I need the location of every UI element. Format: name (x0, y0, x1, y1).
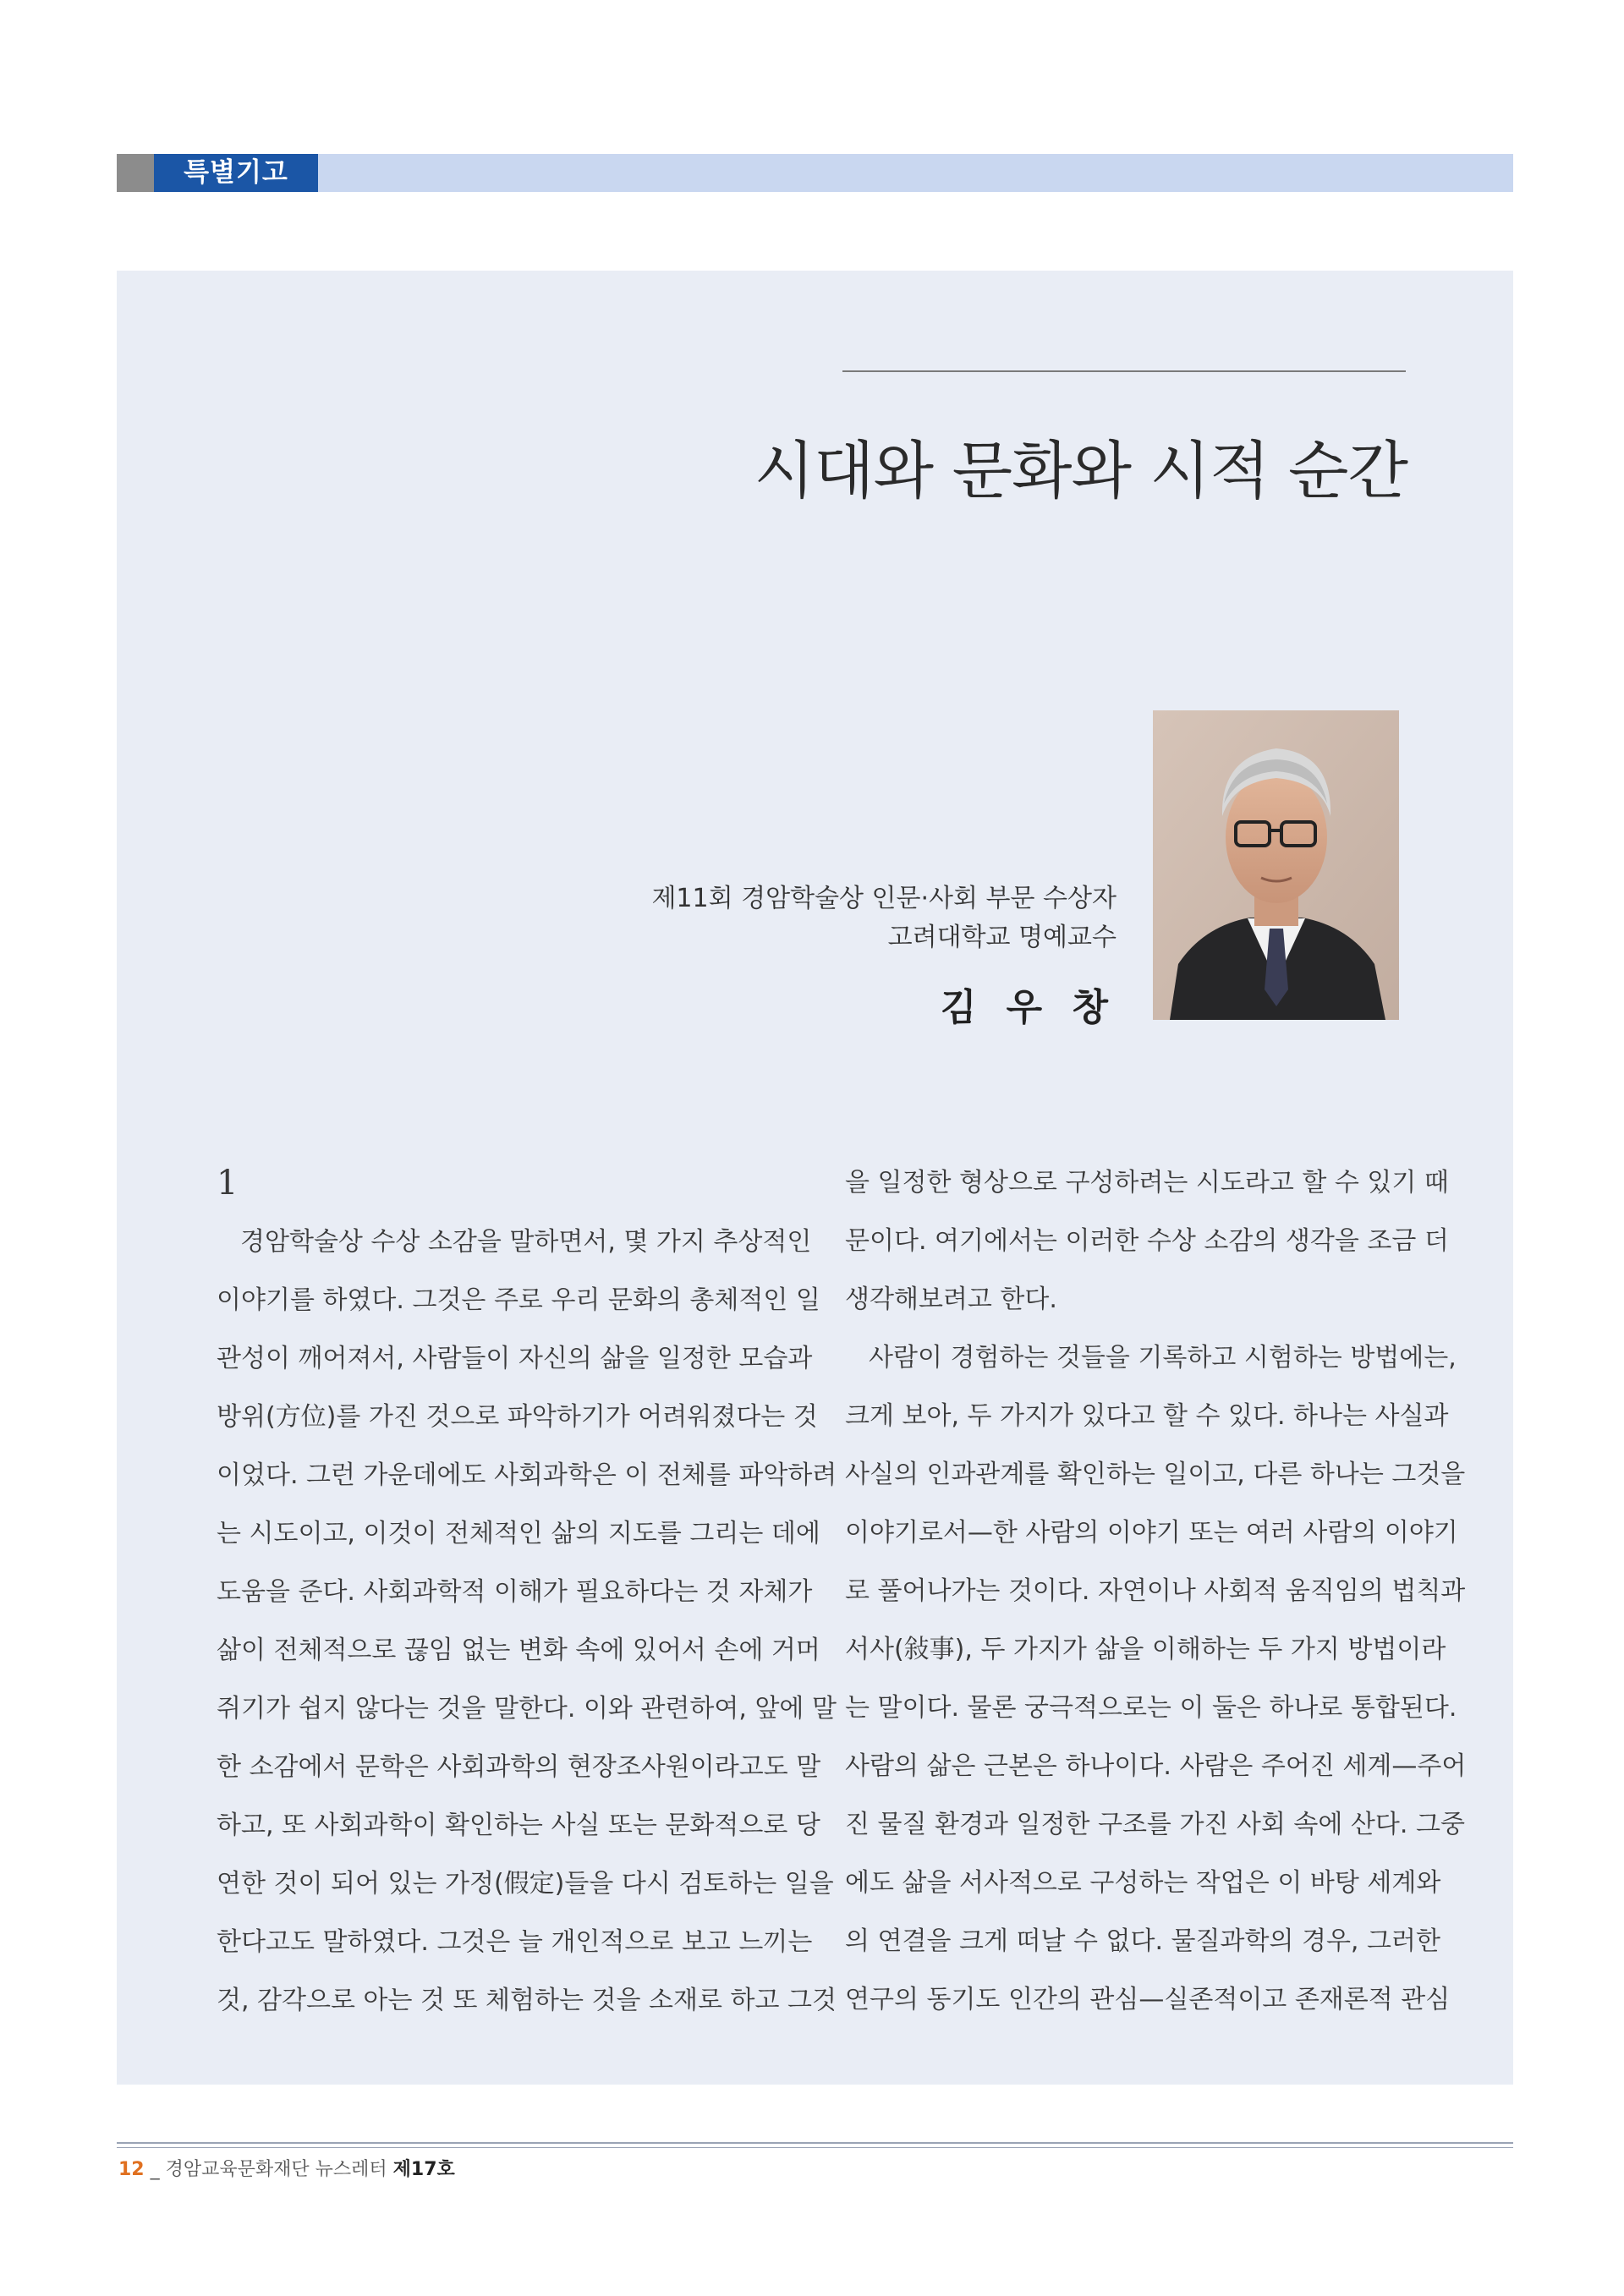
publication-name: 경암교육문화재단 뉴스레터 (165, 2159, 387, 2180)
text-line: 크게 보아, 두 가지가 있다고 할 수 있다. 하나는 사실과 (845, 1401, 1449, 1431)
author-info (651, 879, 1116, 957)
text-line: 을 일정한 형상으로 구성하려는 시도라고 할 수 있기 때 (845, 1168, 1449, 1197)
author-portrait (1153, 710, 1399, 1020)
text-line: 이었다. 그런 가운데에도 사회과학은 이 전체를 파악하려 (217, 1460, 837, 1490)
text-line: 한 소감에서 문학은 사회과학의 현장조사원이라고도 말 (217, 1752, 821, 1782)
text-line: 서사(敍事), 두 가지가 삶을 이해하는 두 가지 방법이라 (845, 1635, 1446, 1664)
text-line: 경암학술상 수상 소감을 말하면서, 몇 가지 추상적인 (240, 1227, 812, 1257)
author-award: 제11회 경암학술상 인문·사회 부문 수상자 (651, 884, 1116, 913)
text-line: 는 시도이고, 이것이 전체적인 삶의 지도를 그리는 데에 (217, 1519, 820, 1548)
footer-rule (117, 2142, 1513, 2144)
footer-rule (117, 2147, 1513, 2148)
text-line: 연구의 동기도 인간의 관심—실존적이고 존재론적 관심 (845, 1985, 1451, 2014)
section-header-marker (117, 154, 154, 192)
text-line: 에도 삶을 서사적으로 구성하는 작업은 이 바탕 세계와 (845, 1868, 1441, 1898)
text-line: 문이다. 여기에서는 이러한 수상 소감의 생각을 조금 더 (845, 1226, 1449, 1256)
right-column (845, 1153, 1467, 2029)
text-line: 사람이 경험하는 것들을 기록하고 시험하는 방법에는, (869, 1343, 1457, 1373)
page-footer (118, 2155, 455, 2181)
left-column (217, 1150, 837, 2030)
text-line: 한다고도 말하였다. 그것은 늘 개인적으로 보고 느끼는 (217, 1927, 813, 1957)
text-line: 는 말이다. 물론 궁극적으로는 이 둘은 하나로 통합된다. (845, 1693, 1457, 1723)
text-line: 쥐기가 쉽지 않다는 것을 말한다. 이와 관련하여, 앞에 말 (217, 1694, 837, 1723)
text-line: 삶이 전체적으로 끊임 없는 변화 속에 있어서 손에 거머 (217, 1636, 820, 1665)
text-line: 이야기를 하였다. 그것은 주로 우리 문화의 총체적인 일 (217, 1285, 820, 1315)
section-header-bar (117, 154, 1513, 192)
title-divider (842, 370, 1406, 372)
text-line: 관성이 깨어져서, 사람들이 자신의 삶을 일정한 모습과 (217, 1344, 813, 1373)
author-position: 고려대학교 명예교수 (887, 923, 1116, 952)
text-line: 생각해보려고 한다. (845, 1285, 1057, 1314)
section-number: 1 (217, 1164, 239, 1203)
text-line: 방위(方位)를 가진 것으로 파악하기가 어려워졌다는 것 (217, 1402, 818, 1432)
text-line: 로 풀어나가는 것이다. 자연이나 사회적 움직임의 법칙과 (845, 1576, 1466, 1606)
section-label: 특별기고 (154, 154, 318, 192)
text-line: 하고, 또 사회과학이 확인하는 사실 또는 문화적으로 당 (217, 1811, 820, 1840)
page-number: 12 (118, 2159, 145, 2180)
text-line: 것, 감각으로 아는 것 또 체험하는 것을 소재로 하고 그것 (217, 1986, 837, 2015)
author-name: 김 우 창 (940, 986, 1116, 1029)
text-line: 이야기로서—한 사람의 이야기 또는 여러 사람의 이야기 (845, 1518, 1458, 1548)
text-line: 도움을 준다. 사회과학적 이해가 필요하다는 것 자체가 (217, 1577, 813, 1607)
text-line: 진 물질 환경과 일정한 구조를 가진 사회 속에 산다. 그중 (845, 1810, 1465, 1839)
text-line: 사실의 인과관계를 확인하는 일이고, 다른 하나는 그것을 (845, 1460, 1466, 1489)
article-title: 시대와 문화와 시적 순간 (754, 435, 1407, 507)
text-line: 사람의 삶은 근본은 하나이다. 사람은 주어진 세계—주어 (845, 1751, 1467, 1781)
text-line: 연한 것이 되어 있는 가정(假定)들을 다시 검토하는 일을 (217, 1869, 834, 1899)
issue-number: 제17호 (392, 2159, 455, 2180)
text-line: 의 연결을 크게 떠날 수 없다. 물질과학의 경우, 그러한 (845, 1926, 1440, 1956)
footer-separator: _ (150, 2159, 160, 2180)
